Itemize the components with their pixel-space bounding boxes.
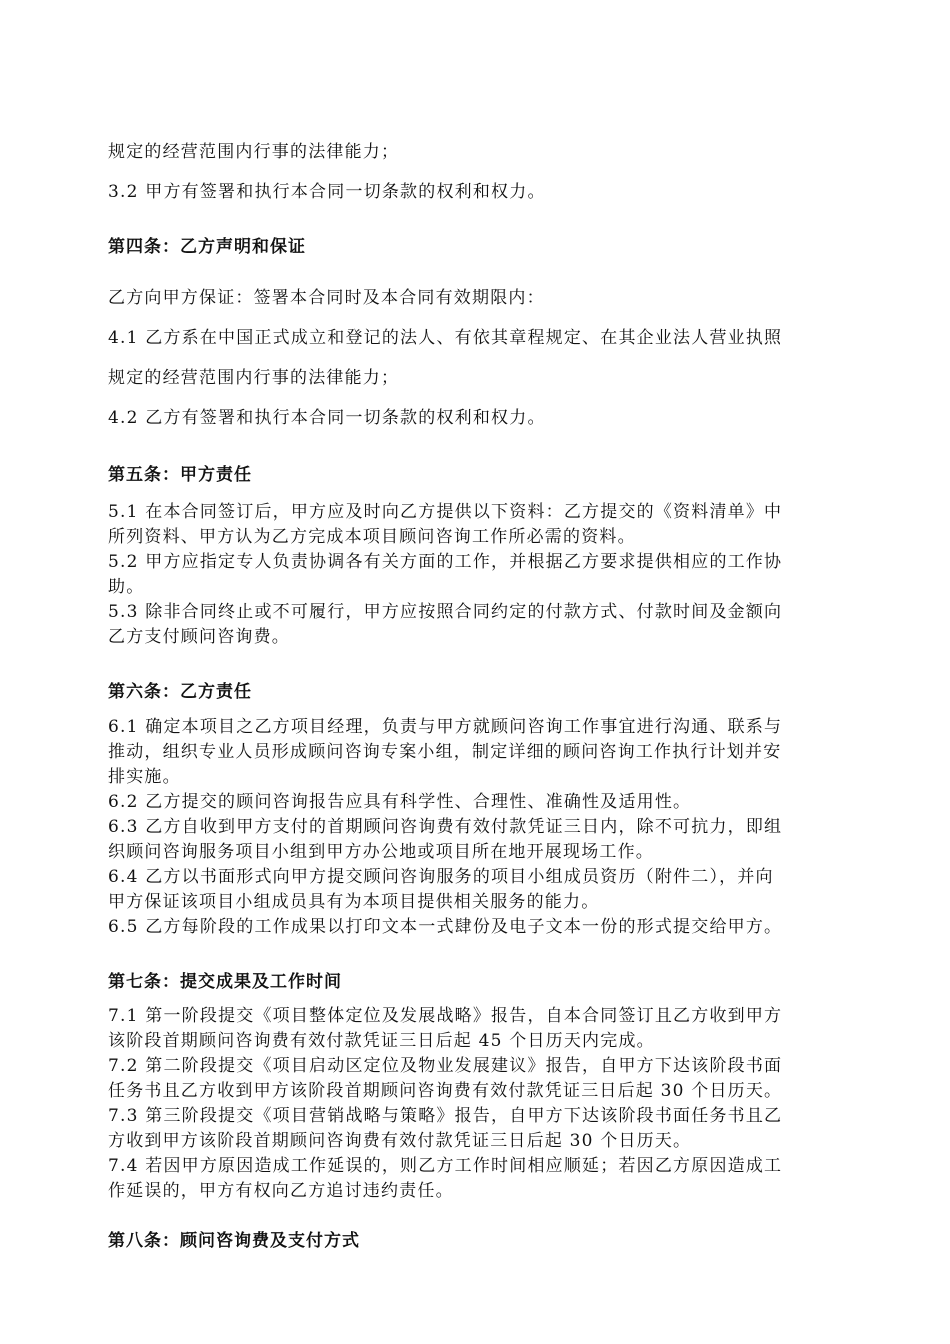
article-5-body <box>108 500 888 650</box>
article-5-line: 所列资料、甲方认为乙方完成本项目顾问咨询工作所必需的资料。 <box>108 527 636 547</box>
article-6-line: 织顾问咨询服务项目小组到甲方办公地或项目所在地开展现场工作。 <box>108 842 654 862</box>
article-4-paragraph-1-line-2: 规定的经营范围内行事的法律能力； <box>108 368 400 388</box>
article-7-line: 7.4 若因甲方原因造成工作延误的，则乙方工作时间相应顺延；若因乙方原因造成工 <box>108 1156 783 1176</box>
article-3-paragraph-2: 3.2 甲方有签署和执行本合同一切条款的权利和权力。 <box>108 182 546 202</box>
article-4-intro: 乙方向甲方保证：签署本合同时及本合同有效期限内： <box>108 288 545 308</box>
article-6-line: 6.4 乙方以书面形式向甲方提交顾问咨询服务的项目小组成员资历（附件二），并向 <box>108 867 774 887</box>
article-6-line: 6.2 乙方提交的顾问咨询报告应具有科学性、合理性、准确性及适用性。 <box>108 792 692 812</box>
article-5-line: 乙方支付顾问咨询费。 <box>108 627 290 647</box>
article-6-line: 6.3 乙方自收到甲方支付的首期顾问咨询费有效付款凭证三日内，除不可抗力，即组 <box>108 817 783 837</box>
article-6-line: 排实施。 <box>108 767 181 787</box>
article-6-line: 甲方保证该项目小组成员具有为本项目提供相关服务的能力。 <box>108 892 600 912</box>
article-8-heading: 第八条：顾问咨询费及支付方式 <box>108 1231 360 1251</box>
article-7-body <box>108 1004 888 1204</box>
article-7-line: 7.2 第二阶段提交《项目启动区定位及物业发展建议》报告，自甲方下达该阶段书面 <box>108 1056 783 1076</box>
article-5-heading: 第五条：甲方责任 <box>108 465 252 485</box>
article-6-line: 6.5 乙方每阶段的工作成果以打印文本一式肆份及电子文本一份的形式提交给甲方。 <box>108 917 783 937</box>
article-7-line: 作延误的，甲方有权向乙方追讨违约责任。 <box>108 1181 454 1201</box>
article-7-line: 该阶段首期顾问咨询费有效付款凭证三日后起 45 个日历天内完成。 <box>108 1031 655 1051</box>
article-6-line: 6.1 确定本项目之乙方项目经理，负责与甲方就顾问咨询工作事宜进行沟通、联系与 <box>108 717 783 737</box>
article-4-heading: 第四条：乙方声明和保证 <box>108 237 306 257</box>
article-5-line: 5.2 甲方应指定专人负责协调各有关方面的工作，并根据乙方要求提供相应的工作协 <box>108 552 783 572</box>
article-6-line: 推动，组织专业人员形成顾问咨询专案小组，制定详细的顾问咨询工作执行计划并安 <box>108 742 782 762</box>
article-3-paragraph-1-tail: 规定的经营范围内行事的法律能力； <box>108 142 400 162</box>
article-5-line: 5.1 在本合同签订后，甲方应及时向乙方提供以下资料：乙方提交的《资料清单》中 <box>108 502 783 522</box>
article-6-body <box>108 715 888 940</box>
article-7-line: 7.3 第三阶段提交《项目营销战略与策略》报告，自甲方下达该阶段书面任务书且乙 <box>108 1106 783 1126</box>
article-5-line: 5.3 除非合同终止或不可履行，甲方应按照合同约定的付款方式、付款时间及金额向 <box>108 602 783 622</box>
contract-page <box>108 128 888 1254</box>
article-5-line: 助。 <box>108 577 145 597</box>
article-4-paragraph-2: 4.2 乙方有签署和执行本合同一切条款的权利和权力。 <box>108 408 546 428</box>
article-7-heading: 第七条：提交成果及工作时间 <box>108 972 342 992</box>
article-7-line: 7.1 第一阶段提交《项目整体定位及发展战略》报告，自本合同签订且乙方收到甲方 <box>108 1006 783 1026</box>
article-7-line: 方收到甲方该阶段首期顾问咨询费有效付款凭证三日后起 30 个日历天。 <box>108 1131 692 1151</box>
article-4-paragraph-1-line-1: 4.1 乙方系在中国正式成立和登记的法人、有依其章程规定、在其企业法人营业执照 <box>108 328 783 348</box>
article-6-heading: 第六条：乙方责任 <box>108 682 252 702</box>
article-7-line: 任务书且乙方收到甲方该阶段首期顾问咨询费有效付款凭证三日后起 30 个日历天。 <box>108 1081 783 1101</box>
